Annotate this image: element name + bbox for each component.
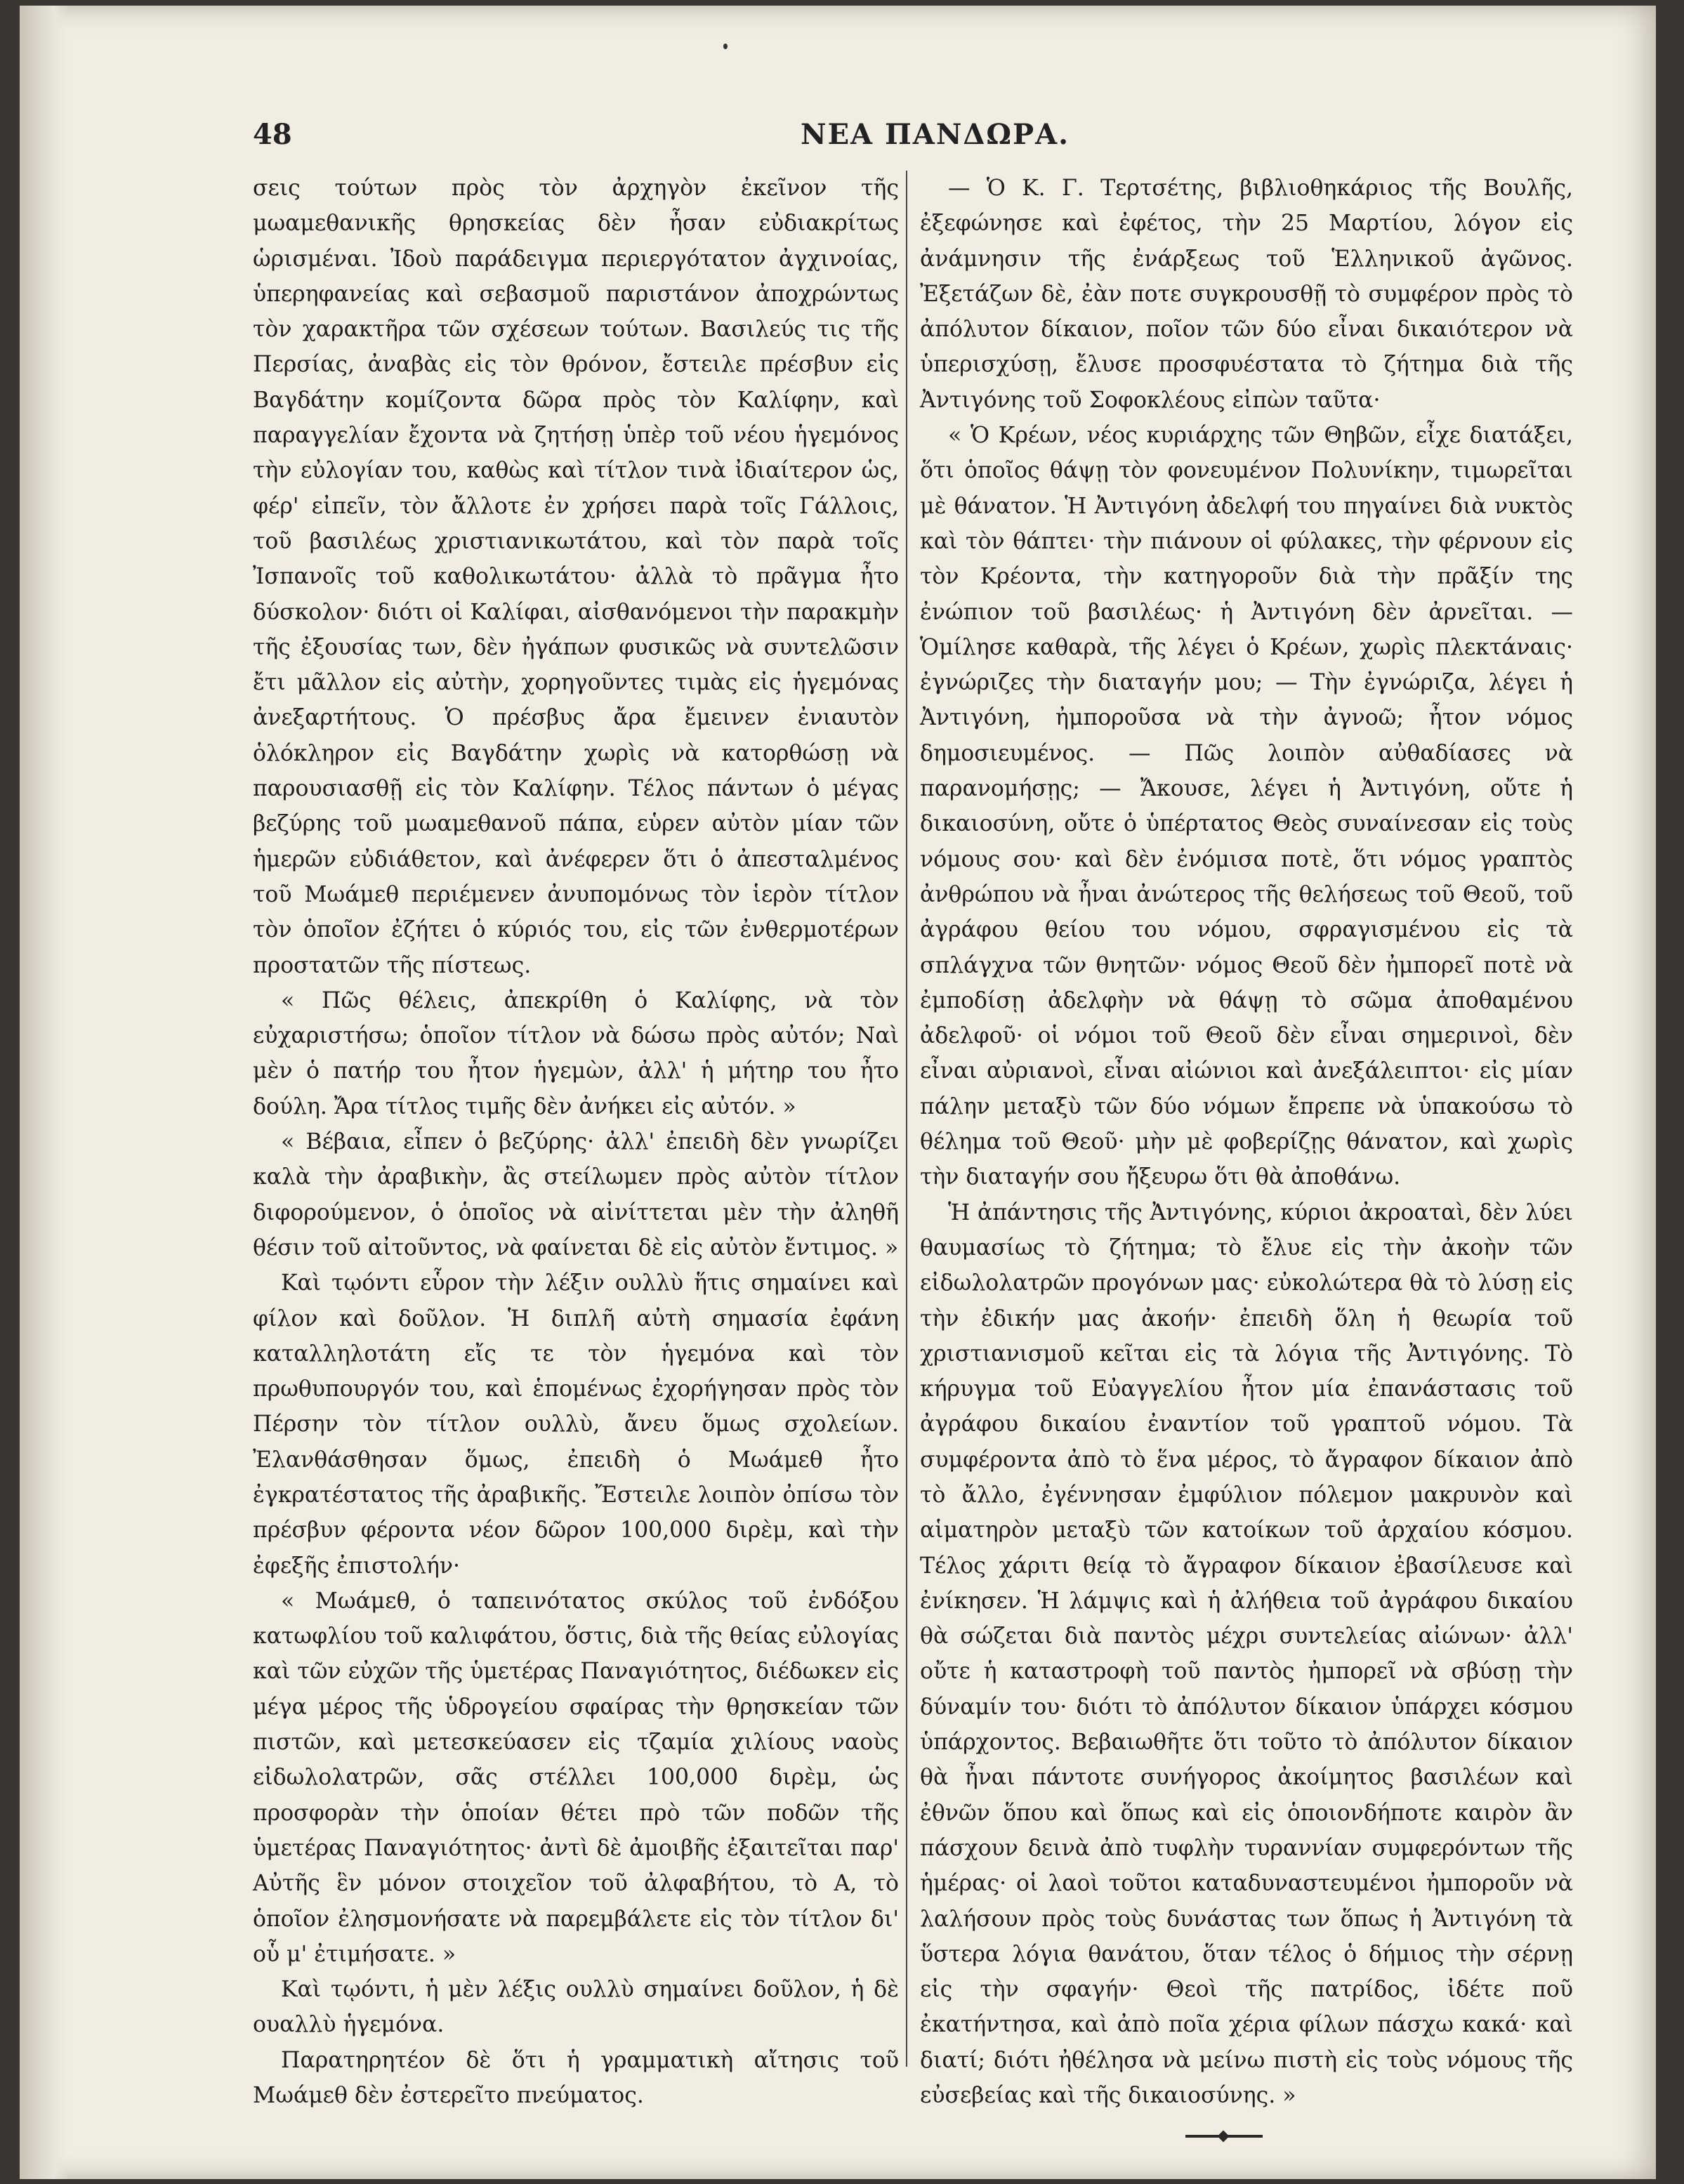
page-header [253,118,1629,160]
paragraph: Καὶ τῳόντι εὗρον τὴν λέξιν ουλλὺ ἥτις σημαίνει καὶ φίλον καὶ δοῦλον. Ἡ διπλῆ αὐτὴ σημασία ἐφάνη καταλληλοτάτη εἴς τε τὸν ἡγεμόνα καὶ τὸν πρωθυπουργόν του, καὶ ἑπομένως ἐχορήγησαν πρὸς τὸν Πέρσην τὸν τίτλον ουλλὺ, ἄνευ ὅμως σχολείων. Ἐλανθάσθησαν ὅμως, ἐπειδὴ ὁ Μωάμεθ ἦτο ἐγκρατέστατος τῆς ἀραβικῆς. Ἔστειλε λοιπὸν ὀπίσω τὸν πρέσβυν φέροντα νέον δῶρον 100,000 διρὲμ, καὶ τὴν ἐφεξῆς ἐπιστολήν· [253,1270,899,1579]
paragraph: « Μωάμεθ, ὁ ταπεινότατος σκύλος τοῦ ἐνδόξου κατωφλίου τοῦ καλιφάτου, ὅστις, διὰ τῆς θείας εὐλογίας καὶ τῶν εὐχῶν τῆς ὑμετέρας Παναγιότητος, διέδωκεν εἰς μέγα μέρος τῆς ὑδρογείου σφαίρας τὴν θρησκείαν τῶν πιστῶν, καὶ μετεσκεύασεν εἰς τζαμία χιλίους ναοὺς εἰδωλολατρῶν, σᾶς στέλλει 100,000 διρὲμ, ὡς προσφορὰν τὴν ὁποίαν θέτει πρὸ τῶν ποδῶν τῆς ὑμετέρας Παναγιότητος· ἀντὶ δὲ ἀμοιβῆς ἐξαιτεῖται παρ' Αὐτῆς ἓν μόνον στοιχεῖον τοῦ ἀλφαβήτου, τὸ Α, τὸ ὁποῖον ἐλησμονήσατε νὰ παρεμβάλετε εἰς τὸν τίτλον δι' οὗ μ' ἐτιμήσατε. » [253,1588,899,1967]
paragraph: Ἡ ἀπάντησις τῆς Ἀντιγόνης, κύριοι ἀκροαταὶ, δὲν λύει θαυμασίως τὸ ζήτημα; τὸ ἔλυε εἰς τὴν ἀκοὴν τῶν εἰδωλολατρῶν προγόνων μας· εὐκολώτερα θὰ τὸ λύσῃ εἰς τὴν ἐδικήν μας ἀκοήν· ἐπειδὴ ὅλη ἡ θεωρία τοῦ χριστιανισμοῦ κεῖται εἰς τὰ λόγια τῆς Ἀντιγόνης. Τὸ κήρυγμα τοῦ Εὐαγγελίου ἦτον μία ἐπανάστασις τοῦ ἀγράφου δικαίου ἐναντίον τοῦ γραπτοῦ νόμου. Τὰ συμφέροντα ἀπὸ τὸ ἕνα μέρος, τὸ ἄγραφον δίκαιον ἀπὸ τὸ ἄλλο, ἐγέννησαν ἐμφύλιον πόλεμον μακρυνὸν καὶ αἱματηρὸν μεταξὺ τῶν κατοίκων τοῦ ἀρχαίου κόσμου. Τέλος χάριτι θείᾳ τὸ ἄγραφον δίκαιον ἐβασίλευσε καὶ ἐνίκησεν. Ἡ λάμψις καὶ ἡ ἀλήθεια τοῦ ἀγράφου δικαίου θὰ σώζεται διὰ παντὸς μέχρι συντελείας αἰώνων· ἀλλ' οὔτε ἡ καταστροφὴ τοῦ παντὸς ἠμπορεῖ νὰ σβύσῃ τὴν δύναμίν του· διότι τὸ ἀπόλυτον δίκαιον ὑπάρχει κόσμου ὑπάρχοντος. Βεβαιωθῆτε ὅτι τοῦτο τὸ ἀπόλυτον δίκαιον θὰ ἦναι πάντοτε συνήγορος ἀκοίμητος βασιλέων καὶ ἐθνῶν ὅπου καὶ ὅπως καὶ εἰς ὁποιονδήποτε καιρὸν ἂν πάσχουν δεινὰ ἀπὸ τυφλὴν τυραννίαν συμφερόντων τῆς ἡμέρας· οἱ λαοὶ τοῦτοι καταδυναστευμένοι ἠμποροῦν νὰ λαλήσουν πρὸς τοὺς δυνάστας των ὅπως ἡ Ἀντιγόνη τὰ ὕστερα λόγια θανάτου, ὅταν τέλος ὁ δήμιος τὴν σέρνῃ εἰς τὴν σφαγήν· Θεοὶ τῆς πατρίδος, ἰδέτε ποῦ ἐκατήντησα, καὶ ἀπὸ ποῖα χέρια φίλων πάσχω κακά· καὶ διατί; διότι ἠθέλησα νὰ μείνω πιστὴ εἰς τοὺς νόμους τῆς εὐσεβείας καὶ τῆς δικαιοσύνης. » [920,1199,1573,2109]
paragraph: « Πῶς θέλεις, ἀπεκρίθη ὁ Καλίφης, νὰ τὸν εὐχαριστήσω; ὁποῖον τίτλον νὰ δώσω πρὸς αὐτόν; Ναὶ μὲν ὁ πατήρ του ἦτον ἡγεμὼν, ἀλλ' ἡ μήτηρ του ἦτο δούλη. Ἄρα τίτλος τιμῆς δὲν ἀνήκει εἰς αὐτόν. » [253,987,899,1119]
paragraph: Καὶ τῳόντι, ἡ μὲν λέξις ουλλὺ σημαίνει δοῦλον, ἡ δὲ ουαλλὺ ἡγεμόνα. [253,1977,899,2038]
column-rule [906,171,907,2067]
page-number: 48 [253,118,292,151]
end-ornament [1185,2135,1263,2138]
ink-speck [723,44,728,49]
page-binding-shadow [20,6,69,2179]
paragraph: « Βέβαια, εἶπεν ὁ βεζύρης· ἀλλ' ἐπειδὴ δὲν γνωρίζει καλὰ τὴν ἀραβικὴν, ἂς στείλωμεν πρὸς αὐτὸν τίτλον διφορούμενον, ὁ ὁποῖος νὰ αἰνίττεται μὲν τὴν ἀληθῆ θέσιν τοῦ αἰτοῦντος, νὰ φαίνεται δὲ εἰς αὐτὸν ἔντιμος. » [253,1129,899,1261]
paragraph: σεις τούτων πρὸς τὸν ἀρχηγὸν ἐκεῖνον τῆς μωαμεθανικῆς θρησκείας δὲν ἦσαν εὐδιακρίτως ὡρισμέναι. Ἰδοὺ παράδειγμα περιεργότατον ἀγχινοίας, ὑπερηφανείας καὶ σεβασμοῦ παριστάνον ἀποχρώντως τὸν χαρακτῆρα τῶν σχέσεων τούτων. Βασιλεύς τις τῆς Περσίας, ἀναβὰς εἰς τὸν θρόνον, ἔστειλε πρέσβυν εἰς Βαγδάτην κομίζοντα δῶρα πρὸς τὸν Καλίφην, καὶ παραγγελίαν ἔχοντα νὰ ζητήσῃ ὑπὲρ τοῦ νέου ἡγεμόνος τὴν εὐλογίαν του, καθὼς καὶ τίτλον τινὰ ἰδιαίτερον ὡς, φέρ' εἰπεῖν, τὸν ἄλλοτε ἐν χρήσει παρὰ τοῖς Γάλλοις, τοῦ βασιλέως χριστιανικωτάτου, καὶ τὸν παρὰ τοῖς Ἰσπανοῖς τοῦ καθολικωτάτου· ἀλλὰ τὸ πρᾶγμα ἦτο δύσκολον· διότι οἱ Καλίφαι, αἰσθανόμενοι τὴν παρακμὴν τῆς ἐξουσίας των, δὲν ἠγάπων φυσικῶς νὰ συντελῶσιν ἔτι μᾶλλον εἰς αὐτὴν, χορηγοῦντες τιμὰς εἰς ἡγεμόνας ἀνεξαρτήτους. Ὁ πρέσβυς ἄρα ἔμεινεν ἐνιαυτὸν ὁλόκληρον εἰς Βαγδάτην χωρὶς νὰ κατορθώσῃ νὰ παρουσιασθῇ εἰς τὸν Καλίφην. Τέλος πάντων ὁ μέγας βεζύρης τοῦ μωαμεθανοῦ πάπα, εὑρεν αὐτὸν μίαν τῶν ἡμερῶν εὐδιάθετον, καὶ ἀνέφερεν ὅτι ὁ ἀπεσταλμένος τοῦ Μωάμεθ περιέμενεν ἀνυπομόνως τὸν ἱερὸν τίτλον τὸν ὁποῖον ἐζήτει ὁ κύριός του, εἰς τῶν ἐνθερμοτέρων προστατῶν τῆς πίστεως. [253,176,899,978]
left-column [253,171,899,2113]
paragraph: « Ὁ Κρέων, νέος κυριάρχης τῶν Θηβῶν, εἶχε διατάξει, ὅτι ὁποῖος θάψῃ τὸν φονευμένον Πολυνίκην, τιμωρεῖται μὲ θάνατον. Ἡ Ἀντιγόνη ἀδελφή του πηγαίνει διὰ νυκτὸς καὶ τὸν θάπτει· τὴν πιάνουν οἱ φύλακες, τὴν φέρνουν εἰς τὸν Κρέοντα, τὴν κατηγοροῦν διὰ τὴν πρᾶξίν της ἐνώπιον τοῦ βασιλέως· ἡ Ἀντιγόνη δὲν ἀρνεῖται. — Ὁμίλησε καθαρὰ, τῆς λέγει ὁ Κρέων, χωρὶς πλεκτάναις· ἐγνώριζες τὴν διαταγήν μου; — Τὴν ἐγνώριζα, λέγει ἡ Ἀντιγόνη, ἠμποροῦσα νὰ τὴν ἀγνοῶ; ἦτον νόμος δημοσιευμένος. — Πῶς λοιπὸν αὐθαδίασες νὰ παρανομήσῃς; — Ἄκουσε, λέγει ἡ Ἀντιγόνη, οὔτε ἡ δικαιοσύνη, οὔτε ὁ ὑπέρτατος Θεὸς συναίνεσαν εἰς τοὺς νόμους σου· καὶ δὲν ἐνόμισα ποτὲ, ὅτι νόμος γραπτὸς ἀνθρώπου νὰ ἦναι ἀνώτερος τῆς θελήσεως τοῦ Θεοῦ, τοῦ ἀγράφου θείου του νόμου, σφραγισμένου εἰς τὰ σπλάγχνα τῶν θνητῶν· νόμος Θεοῦ δὲν ἠμπορεῖ ποτὲ νὰ ἐμποδίσῃ ἀδελφὴν νὰ θάψῃ τὸ σῶμα ἀποθαμένου ἀδελφοῦ· οἱ νόμοι τοῦ Θεοῦ δὲν εἶναι σημερινοὶ, δὲν εἶναι αὐριανοὶ, εἶναι αἰώνιοι καὶ ἀνεξάλειπτοι· εἰς μίαν πάλην μεταξὺ τῶν δύο νόμων ἔπρεπε νὰ ὑπακούσω τὸ θέλημα τοῦ Θεοῦ· μὴν μὲ φοβερίζῃς θάνατον, καὶ χωρὶς τὴν διαταγήν σου ἤξευρω ὅτι θὰ ἀποθάνω. [920,423,1573,1190]
right-column [920,171,1573,2113]
newspaper-page [20,6,1656,2179]
paragraph: Παρατηρητέον δὲ ὅτι ἡ γραμματικὴ αἴτησις τοῦ Μωάμεθ δὲν ἐστερεῖτο πνεύματος. [253,2047,899,2109]
paragraph: — Ὁ Κ. Γ. Τερτσέτης, βιβλιοθηκάριος τῆς Βουλῆς, ἐξεφώνησε καὶ ἐφέτος, τὴν 25 Μαρτίου, λόγον εἰς ἀνάμνησιν τῆς ἐνάρξεως τοῦ Ἑλληνικοῦ ἀγῶνος. Ἐξετάζων δὲ, ἐὰν ποτε συγκρουσθῇ τὸ συμφέρον πρὸς τὸ ἀπόλυτον δίκαιον, ποῖον τῶν δύο εἶναι δικαιότερον νὰ ὑπερισχύσῃ, ἔλυσε προσφυέστατα τὸ ζήτημα διὰ τῆς Ἀντιγόνης τοῦ Σοφοκλέους εἰπὼν ταῦτα· [920,176,1573,413]
running-title: ΝΕΑ ΠΑΝΔΩΡΑ. [801,118,1070,151]
